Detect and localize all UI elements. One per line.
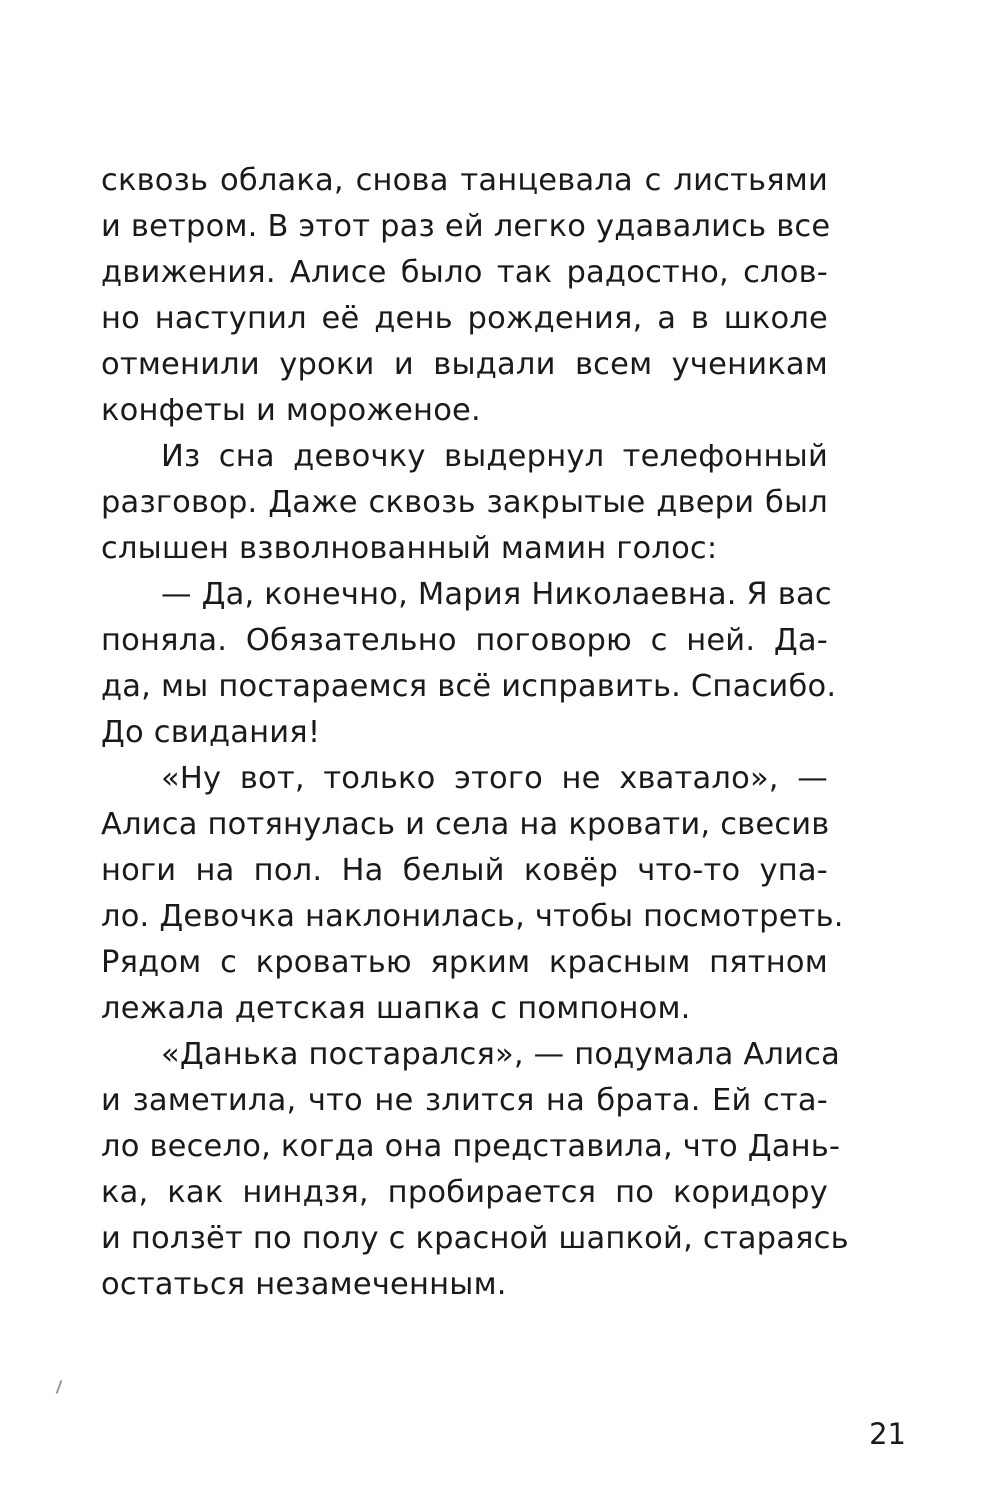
text-line: слышен взволнованный мамин голос: <box>101 531 718 566</box>
body-text <box>101 158 849 1308</box>
text-line: поняла. Обязательно поговорю с ней. Да- <box>101 623 828 658</box>
scan-mark <box>56 1380 63 1394</box>
text-line: и ветром. В этот раз ей легко удавались все <box>101 209 831 244</box>
text-line: Алиса потянулась и села на кровати, свесив <box>101 807 830 842</box>
paragraph-4 <box>101 756 844 1032</box>
text-line: отменили уроки и выдали всем ученикам <box>101 347 828 382</box>
text-line: разговор. Даже сквозь закрытые двери был <box>101 485 828 520</box>
paragraph-3 <box>101 572 837 756</box>
text-line: «Ну вот, только этого не хватало», — <box>161 761 828 796</box>
text-line: Из сна девочку выдернул телефонный <box>161 439 828 474</box>
text-line: До свидания! <box>101 715 321 750</box>
text-line: ло весело, когда она представила, что Дань- <box>101 1129 841 1164</box>
text-line: Рядом с кроватью ярким красным пятном <box>101 945 828 980</box>
text-line: движения. Алисе было так радостно, слов- <box>101 255 828 290</box>
text-line: лежала детская шапка с помпоном. <box>101 991 691 1026</box>
text-line: ноги на пол. На белый ковёр что-то упа- <box>101 853 828 888</box>
text-line: ло. Девочка наклонилась, чтобы посмотреть. <box>101 899 844 934</box>
text-line: «Данька постарался», — подумала Алиса <box>161 1037 840 1072</box>
text-line: ка, как ниндзя, пробирается по коридору <box>101 1175 828 1210</box>
text-line: но наступил её день рождения, а в школе <box>101 301 828 336</box>
text-line: — Да, конечно, Мария Николаевна. Я вас <box>161 577 832 612</box>
text-line: и заметила, что не злится на брата. Ей ста- <box>101 1083 828 1118</box>
text-line: остаться незамеченным. <box>101 1267 507 1302</box>
paragraph-1 <box>101 158 831 434</box>
paragraph-5 <box>101 1032 849 1308</box>
text-line: да, мы постараемся всё исправить. Спасибо. <box>101 669 837 704</box>
text-line: сквозь облака, снова танцевала с листьями <box>101 163 828 198</box>
paragraph-2 <box>101 434 828 572</box>
page-number: 21 <box>869 1417 906 1451</box>
text-line: и ползёт по полу с красной шапкой, стараясь <box>101 1221 849 1256</box>
text-line: конфеты и мороженое. <box>101 393 481 428</box>
